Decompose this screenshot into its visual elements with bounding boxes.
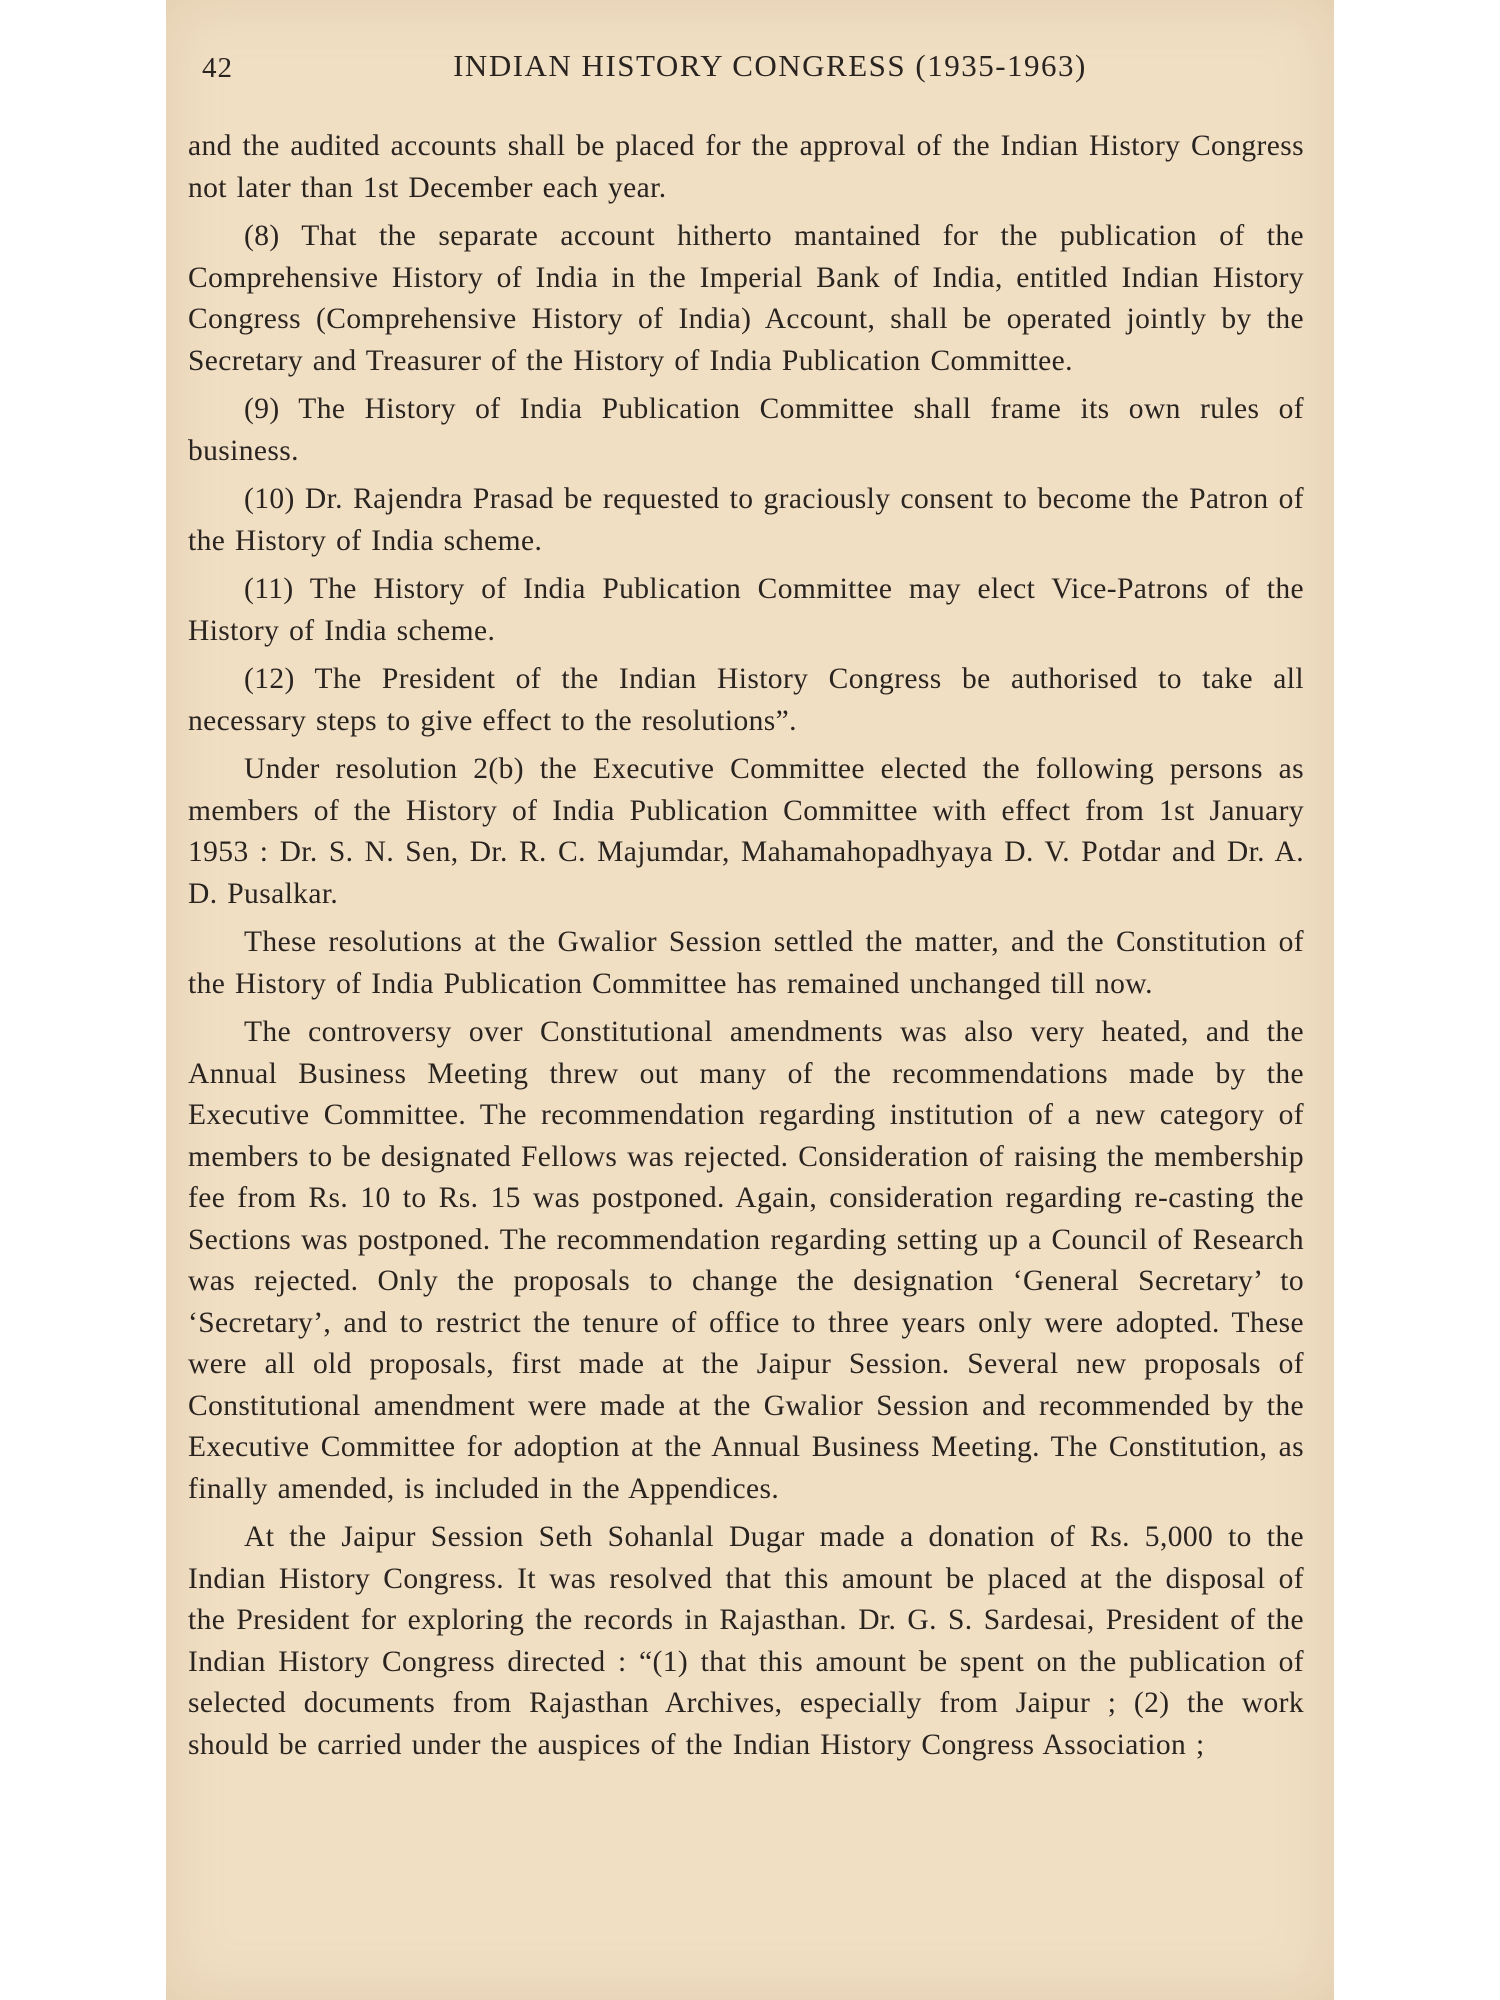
paragraph-jaipur-donation: At the Jaipur Session Seth Sohanlal Dugar made a donation of Rs. 5,000 to the Indian History Congress. It was resolved that this amount be placed at the disposal of the President for exploring the records in Rajasthan. Dr. G. S. Sardesai, President of the Indian History Congress directed : “(1) that this amount be spent on the publication of selected documents from Rajasthan Archives, especially from Jaipur ; (2) the work should be carried under the auspices of the Indian History Congress Association ; (188, 1521, 1304, 1761)
body-text (188, 126, 1304, 1773)
running-title: INDIAN HISTORY CONGRESS (1935-1963) (453, 48, 1087, 83)
book-page (166, 0, 1334, 2000)
paragraph-resolution-12: (12) The President of the Indian History Congress be authorised to take all necessary steps to give effect to the resolutions”. (188, 663, 1304, 737)
paragraph-resolution-10: (10) Dr. Rajendra Prasad be requested to graciously consent to become the Patron of the History of India scheme. (188, 483, 1304, 557)
paragraph-resolution-9: (9) The History of India Publication Committee shall frame its own rules of business. (188, 393, 1304, 467)
paragraph-continuation: and the audited accounts shall be placed for the approval of the Indian History Congress not later than 1st December each year. (188, 130, 1304, 204)
page-number: 42 (202, 52, 233, 84)
paragraph-constitutional-amendments: The controversy over Constitutional amendments was also very heated, and the Annual Business Meeting threw out many of the recommendations made by the Executive Committee. The recommendation regarding institution of a new category of members to be designated Fellows was rejected. Consideration of raising the membership fee from Rs. 10 to Rs. 15 was postponed. Again, consideration regarding re-casting the Sections was postponed. The recommendation regarding setting up a Council of Research was rejected. Only the proposals to change the designation ‘General Secretary’ to ‘Secretary’, and to restrict the tenure of office to three years only were adopted. These were all old proposals, first made at the Jaipur Session. Several new proposals of Constitutional amendment were made at the Gwalior Session and recommended by the Executive Committee for adoption at the Annual Business Meeting. The Constitution, as finally amended, is included in the Appendices. (188, 1016, 1304, 1505)
paragraph-resolution-8: (8) That the separate account hitherto mantained for the publication of the Comprehensive History of India in the Imperial Bank of India, entitled Indian History Congress (Comprehensive History of India) Account, shall be operated jointly by the Secretary and Treasurer of the History of India Publication Committee. (188, 220, 1304, 377)
paragraph-committee-members: Under resolution 2(b) the Executive Committee elected the following persons as members of the History of India Publication Committee with effect from 1st January 1953 : Dr. S. N. Sen, Dr. R. C. Majumdar, Mahamahopadhyaya D. V. Potdar and Dr. A. D. Pusalkar. (188, 753, 1304, 910)
paragraph-gwalior-resolutions: These resolutions at the Gwalior Session settled the matter, and the Constitution of the History of India Publication Committee has remained unchanged till now. (188, 926, 1304, 1000)
page-header (186, 44, 1294, 92)
paragraph-resolution-11: (11) The History of India Publication Committee may elect Vice-Patrons of the History of India scheme. (188, 573, 1304, 647)
